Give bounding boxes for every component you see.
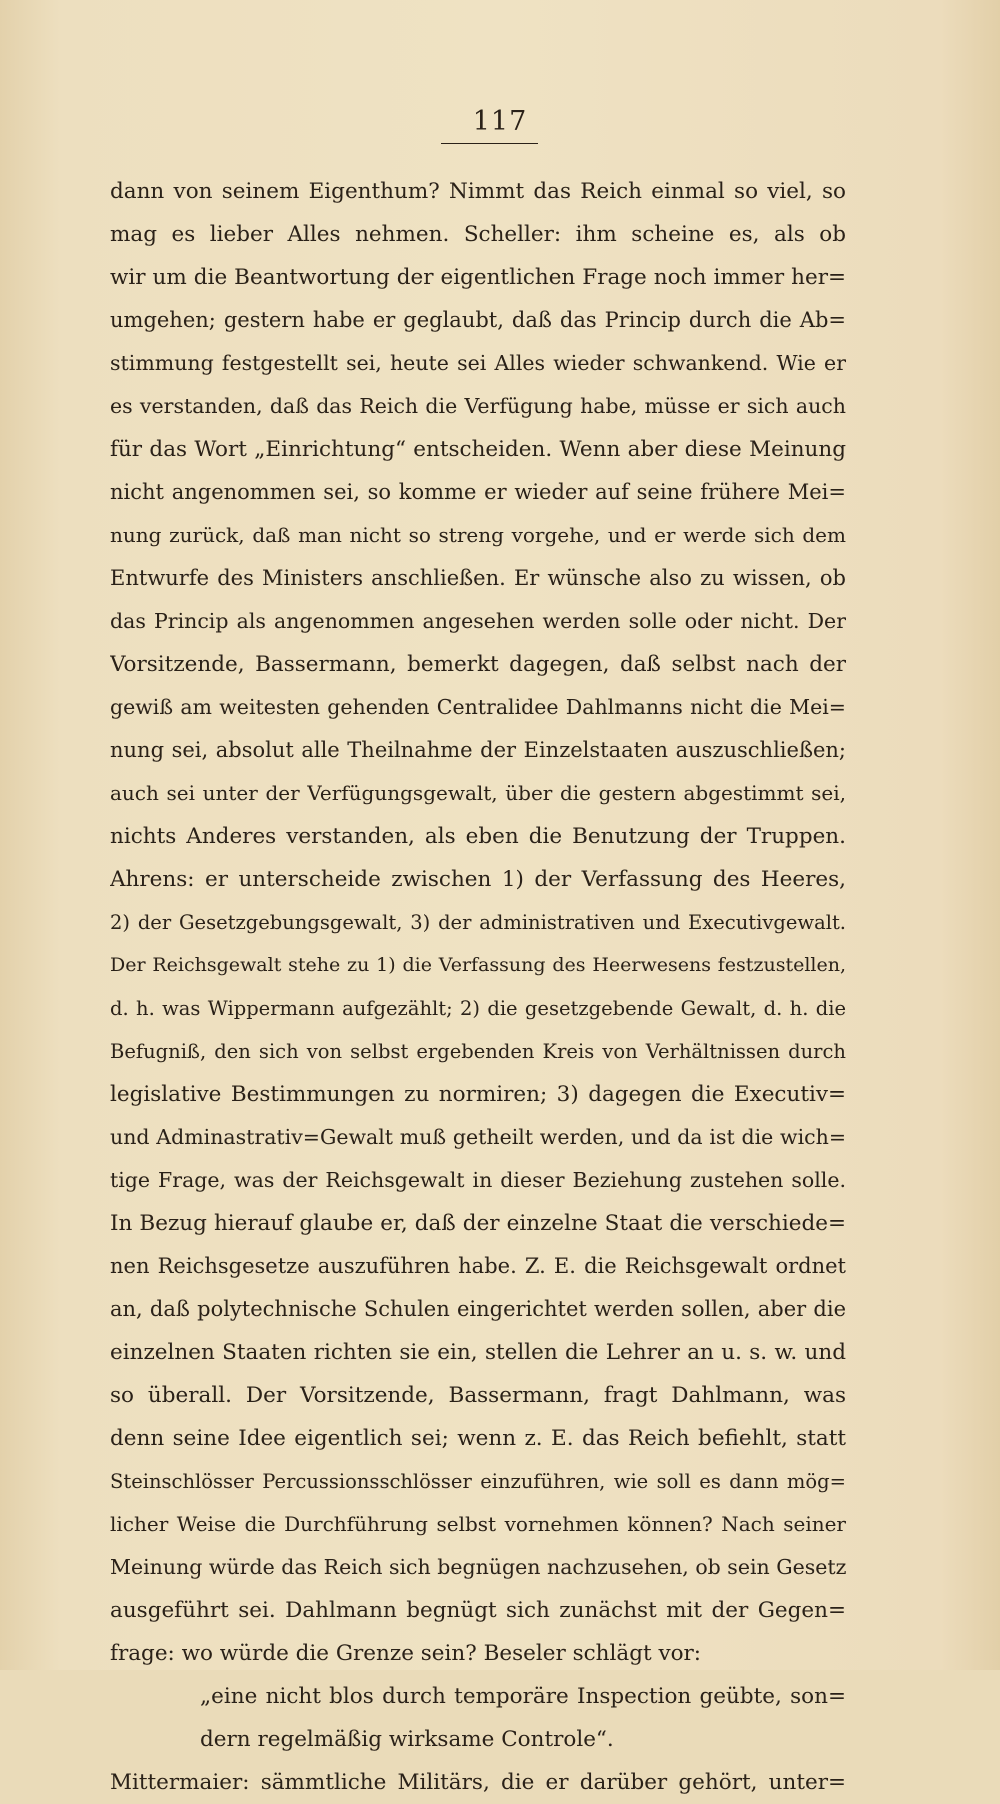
quote-line: dern regelmäßig wirksame Controle“. — [200, 1727, 614, 1752]
text-line: nicht angenommen sei, so komme er wieder auf seine frühere Mei= — [110, 480, 846, 504]
text-line: legislative Bestimmungen zu normiren; 3) dagegen die Executiv= — [110, 1082, 846, 1107]
text-line: 2) der Gesetzgebungsgewalt, 3) der administrativen und Executivgewalt. — [110, 911, 846, 934]
page-body — [110, 170, 846, 1804]
text-line: ausgeführt sei. Dahlmann begnügt sich zunächst mit der Gegen= — [110, 1598, 846, 1623]
text-line: stimmung festgestellt sei, heute sei Alles wieder schwankend. Wie er — [110, 351, 846, 375]
text-line: Ahrens: er unterscheide zwischen 1) der Verfassung des Heeres, — [110, 867, 846, 892]
quote-line: „eine nicht blos durch temporäre Inspection geübte, son= — [200, 1684, 846, 1709]
text-line: nung sei, absolut alle Theilnahme der Einzelstaaten auszuschließen; — [110, 738, 846, 762]
text-line: nen Reichsgesetze auszuführen habe. Z. E. die Reichsgewalt ordnet — [110, 1254, 846, 1278]
text-line: Meinung würde das Reich sich begnügen nachzusehen, ob sein Gesetz — [110, 1555, 846, 1579]
text-line: In Bezug hierauf glaube er, daß der einzelne Staat die verschiede= — [110, 1211, 846, 1236]
text-line: nung zurück, daß man nicht so streng vorgehe, und er werde sich dem — [110, 523, 846, 547]
text-line: nichts Anderes verstanden, als eben die Benutzung der Truppen. — [110, 824, 846, 849]
text-line: dann von seinem Eigenthum? Nimmt das Reich einmal so viel, so — [110, 179, 846, 204]
text-line: und Adminastrativ=Gewalt muß getheilt werden, und da ist die wich= — [110, 1125, 846, 1149]
text-line: umgehen; gestern habe er geglaubt, daß das Princip durch die Ab= — [110, 308, 846, 332]
text-line: das Princip als angenommen angesehen werden solle oder nicht. Der — [110, 609, 846, 633]
text-line: Der Reichsgewalt stehe zu 1) die Verfassung des Heerwesens festzustellen, — [110, 954, 846, 976]
text-line: licher Weise die Durchführung selbst vornehmen können? Nach seiner — [110, 1512, 846, 1536]
text-line: einzelnen Staaten richten sie ein, stellen die Lehrer an u. s. w. und — [110, 1340, 846, 1365]
text-line: mag es lieber Alles nehmen. Scheller: ihm scheine es, als ob — [110, 222, 846, 247]
text-line: gewiß am weitesten gehenden Centralidee Dahlmanns nicht die Mei= — [110, 695, 846, 719]
text-line: d. h. was Wippermann aufgezählt; 2) die gesetzgebende Gewalt, d. h. die — [110, 997, 846, 1020]
text-line: wir um die Beantwortung der eigentlichen Frage noch immer her= — [110, 265, 846, 290]
text-line: frage: wo würde die Grenze sein? Beseler schlägt vor: — [110, 1641, 702, 1666]
header-rule — [441, 143, 538, 144]
text-line: es verstanden, daß das Reich die Verfügung habe, müsse er sich auch — [110, 394, 846, 418]
text-line: Steinschlösser Percussionsschlösser einzuführen, wie soll es dann mög= — [110, 1470, 846, 1493]
text-line: denn seine Idee eigentlich sei; wenn z. E. das Reich befiehlt, statt — [110, 1426, 846, 1451]
text-line: Entwurfe des Ministers anschließen. Er wünsche also zu wissen, ob — [110, 566, 846, 590]
page-number: 117 — [472, 106, 528, 137]
text-line: Mittermaier: sämmtliche Militärs, die er darüber gehört, unter= — [110, 1770, 846, 1795]
text-line: tige Frage, was der Reichsgewalt in dieser Beziehung zustehen solle. — [110, 1168, 846, 1192]
text-line: so überall. Der Vorsitzende, Bassermann, fragt Dahlmann, was — [110, 1383, 846, 1408]
text-line: für das Wort „Einrichtung“ entscheiden. Wenn aber diese Meinung — [110, 437, 846, 462]
text-line: Befugniß, den sich von selbst ergebenden Kreis von Verhältnissen durch — [110, 1040, 846, 1063]
text-line: Vorsitzende, Bassermann, bemerkt dagegen, daß selbst nach der — [110, 652, 846, 677]
text-line: an, daß polytechnische Schulen eingerichtet werden sollen, aber die — [110, 1297, 846, 1321]
text-line: auch sei unter der Verfügungsgewalt, über die gestern abgestimmt sei, — [110, 781, 846, 805]
